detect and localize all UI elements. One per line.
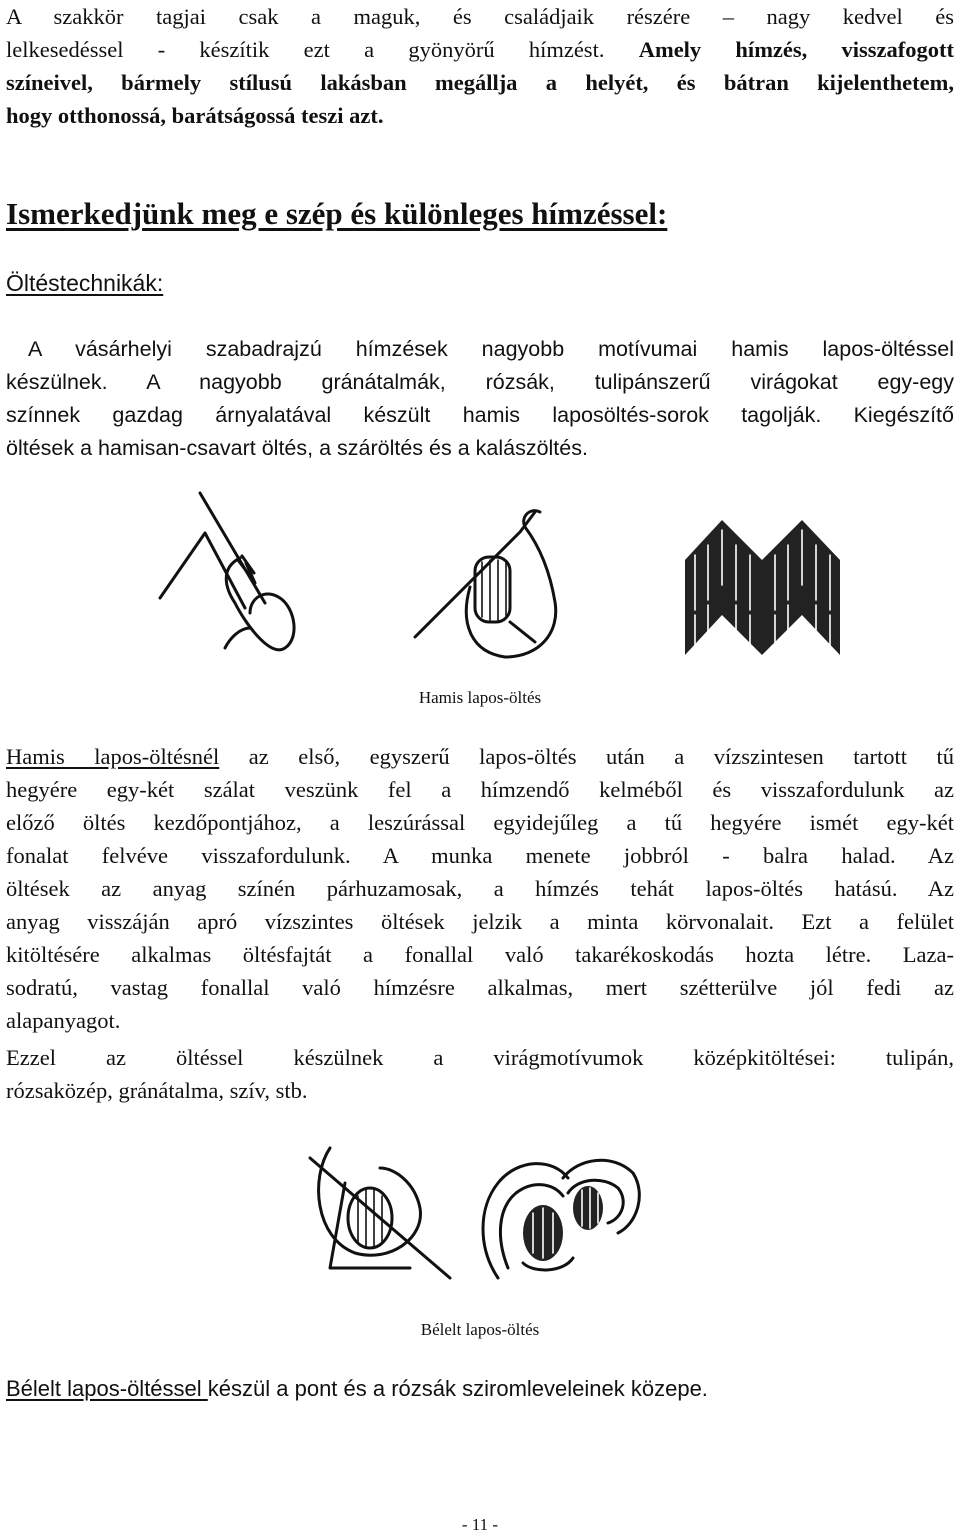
para2-line-5: öltések az anyag színén párhuzamosak, a hímzés tehát lapos-öltés hatású. Az bbox=[6, 876, 954, 901]
paragraph-3 bbox=[6, 1041, 954, 1107]
para2-line-4: fonalat felvéve visszafordulunk. A munka menete jobbról - balra halad. Az bbox=[6, 843, 954, 868]
section-heading: Ismerkedjünk meg e szép és különleges hímzéssel: bbox=[6, 196, 668, 231]
para2-line-2: hegyére egy-két szálat veszünk fel a hímzendő kelméből és visszafordulunk az bbox=[6, 777, 954, 802]
para1-line-1: A vásárhelyi szabadrajzú hímzések nagyobb motívumai hamis lapos-öltéssel bbox=[28, 337, 954, 361]
intro-line-2-bold: Amely hímzés, visszafogott bbox=[638, 37, 955, 62]
paragraph-1 bbox=[6, 333, 954, 465]
needle-diagonal-stitch-icon bbox=[150, 488, 310, 668]
para2-line-7: kitöltésére alkalmas öltésfajtát a fonallal való takarékoskodás hozta létre. Laza- bbox=[6, 942, 954, 967]
intro-paragraph bbox=[6, 0, 954, 132]
para4-lead: Bélelt lapos-öltéssel bbox=[6, 1376, 208, 1401]
para1-line-3: színnek gazdag árnyalatával készült hamis laposöltés-sorok tagolják. Kiegészítő bbox=[6, 403, 954, 427]
para2-line-3: előző öltés kezdőpontjához, a leszúrással egyidejűleg a tű hegyére ismét egy-két bbox=[6, 810, 954, 835]
para2-line-1 bbox=[6, 740, 954, 773]
paragraph-2 bbox=[6, 740, 954, 1037]
padded-stitch-needle-icon bbox=[300, 1138, 460, 1288]
zigzag-filled-stitch-icon bbox=[680, 515, 850, 665]
intro-line-1: A szakkör tagjai csak a maguk, és családjaik részére – nagy kedvel és bbox=[6, 4, 954, 29]
para2-lead: Hamis lapos-öltésnél bbox=[6, 744, 220, 769]
subheading-stitch-techniques: Öltéstechnikák: bbox=[6, 270, 164, 296]
para2-line-1-text: az első, egyszerű lapos-öltés után a vízszintesen tartott tű bbox=[248, 744, 955, 769]
para3-line-1: Ezzel az öltéssel készülnek a virágmotívumok középkitöltései: tulipán, bbox=[6, 1045, 954, 1070]
intro-line-3: színeivel, bármely stílusú lakásban megállja a helyét, és bátran kijelenthetem, bbox=[6, 70, 954, 95]
needle-loop-stitch-icon bbox=[410, 492, 570, 672]
para1-line-2: készülnek. A nagyobb gránátalmák, rózsák, tulipánszerű virágokat egy-egy bbox=[6, 370, 954, 394]
figure-1-caption: Hamis lapos-öltés bbox=[418, 688, 542, 707]
rose-petal-motif-icon bbox=[468, 1138, 648, 1288]
intro-line-4: hogy otthonossá, barátságossá teszi azt. bbox=[6, 103, 384, 128]
para2-line-9: alapanyagot. bbox=[6, 1008, 121, 1033]
intro-line-2 bbox=[6, 33, 954, 66]
paragraph-4 bbox=[6, 1372, 954, 1405]
page-number: - 11 - bbox=[461, 1515, 499, 1534]
figure-2-caption: Bélelt lapos-öltés bbox=[420, 1320, 540, 1339]
para2-line-8: sodratú, vastag fonallal való hímzésre alkalmas, mert szétterülve jól fedi az bbox=[6, 975, 954, 1000]
intro-line-2-text: lelkesedéssel - készítik ezt a gyönyörű hímzést. bbox=[6, 37, 605, 62]
para2-line-6: anyag visszáján apró vízszintes öltések jelzik a minta körvonalait. Ezt a felület bbox=[6, 909, 954, 934]
para4-rest: készül a pont és a rózsák sziromleveleinek közepe. bbox=[207, 1376, 708, 1401]
para1-line-4: öltések a hamisan-csavart öltés, a száröltés és a kalászöltés. bbox=[6, 436, 588, 460]
para4-line-1 bbox=[6, 1372, 954, 1405]
para3-line-2: rózsaközép, gránátalma, szív, stb. bbox=[6, 1078, 308, 1103]
